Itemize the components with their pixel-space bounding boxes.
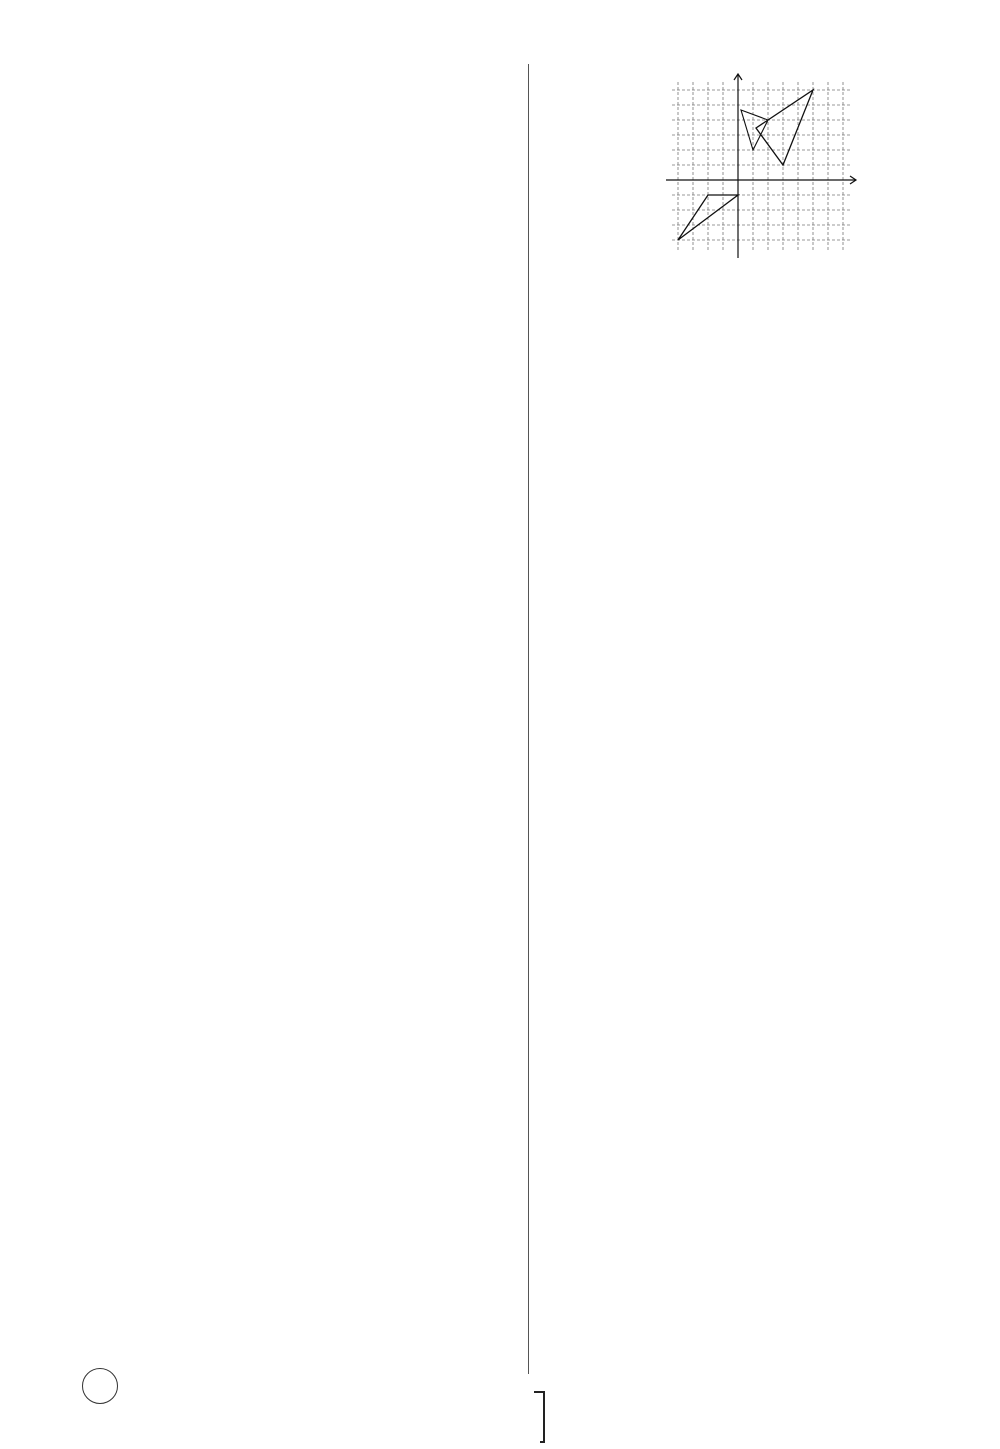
page-number — [82, 1368, 118, 1404]
column-divider — [528, 64, 529, 1374]
binding-mark — [532, 1390, 548, 1444]
axes — [666, 74, 856, 258]
watermark-logo — [822, 1348, 992, 1444]
coordinate-grid-figure — [664, 72, 864, 262]
grid-lines — [672, 82, 850, 252]
right-column — [536, 66, 968, 275]
triangle-a2b2c — [741, 110, 768, 150]
